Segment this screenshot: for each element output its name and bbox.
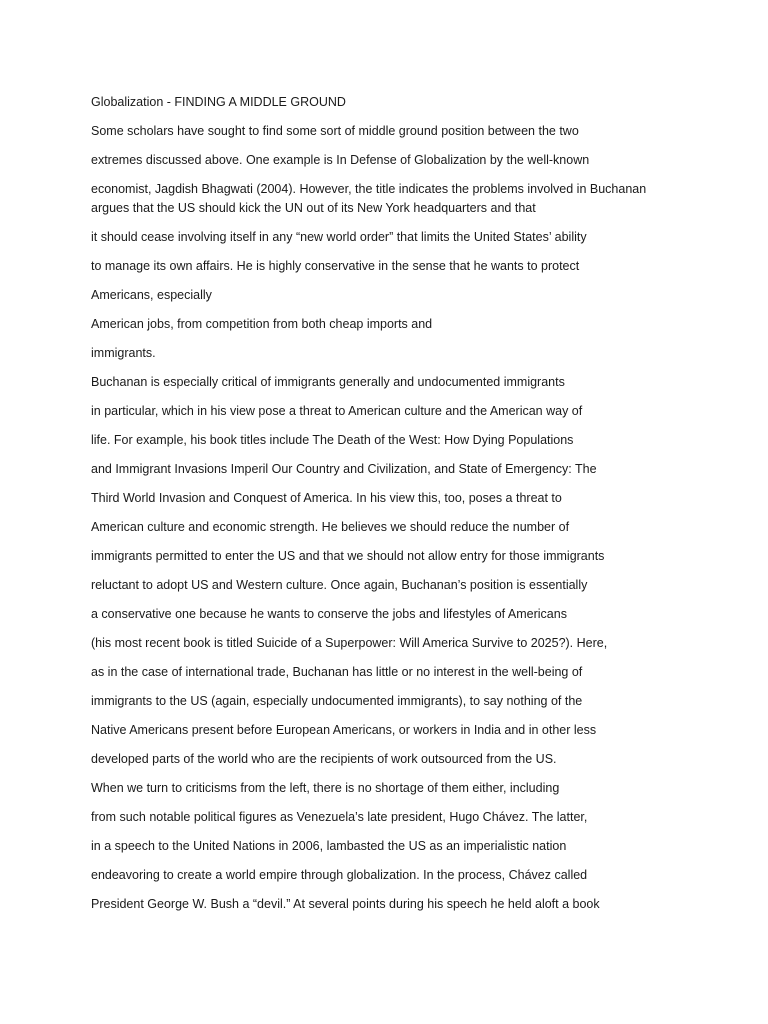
text-line: Americans, especially [91, 288, 212, 302]
text-line: endeavoring to create a world empire through globalization. In the process, Chávez called [91, 868, 588, 882]
document-heading: Globalization - FINDING A MIDDLE GROUND [91, 95, 346, 109]
text-line: in particular, which in his view pose a threat to American culture and the American way of [91, 404, 583, 418]
text-line: to manage its own affairs. He is highly conservative in the sense that he wants to protect [91, 259, 580, 273]
text-line: from such notable political figures as Venezuela’s late president, Hugo Chávez. The latter, [91, 810, 588, 824]
text-line: as in the case of international trade, Buchanan has little or no interest in the well-being of [91, 665, 583, 679]
text-line: reluctant to adopt US and Western culture. Once again, Buchanan’s position is essentially [91, 578, 588, 592]
text-line: (his most recent book is titled Suicide of a Superpower: Will America Survive to 2025?). Here, [91, 636, 608, 650]
text-line: in a speech to the United Nations in 2006, lambasted the US as an imperialistic nation [91, 839, 567, 853]
text-line: President George W. Bush a “devil.” At several points during his speech he held aloft a book [91, 897, 600, 911]
text-line: developed parts of the world who are the recipients of work outsourced from the US. [91, 752, 557, 766]
text-line: Buchanan is especially critical of immigrants generally and undocumented immigrants [91, 375, 565, 389]
text-line: Third World Invasion and Conquest of America. In his view this, too, poses a threat to [91, 491, 562, 505]
text-line: American jobs, from competition from both cheap imports and [91, 317, 433, 331]
text-line: Some scholars have sought to find some sort of middle ground position between the two [91, 124, 579, 138]
text-line: and Immigrant Invasions Imperil Our Country and Civilization, and State of Emergency: The [91, 462, 597, 476]
text-line: immigrants to the US (again, especially undocumented immigrants), to say nothing of the [91, 694, 583, 708]
text-line: economist, Jagdish Bhagwati (2004). However, the title indicates the problems involved in Buchanan [91, 182, 647, 196]
text-line: a conservative one because he wants to conserve the jobs and lifestyles of Americans [91, 607, 567, 621]
text-line: extremes discussed above. One example is In Defense of Globalization by the well-known [91, 153, 590, 167]
text-line: life. For example, his book titles include The Death of the West: How Dying Populations [91, 433, 574, 447]
text-line: immigrants permitted to enter the US and that we should not allow entry for those immigrants [91, 549, 605, 563]
text-line: immigrants. [91, 346, 156, 360]
text-line: it should cease involving itself in any “new world order” that limits the United States’ ability [91, 230, 587, 244]
text-line: Native Americans present before European Americans, or workers in India and in other less [91, 723, 597, 737]
text-line: When we turn to criticisms from the left, there is no shortage of them either, including [91, 781, 560, 795]
text-line: American culture and economic strength. He believes we should reduce the number of [91, 520, 570, 534]
text-line: argues that the US should kick the UN out of its New York headquarters and that [91, 201, 536, 215]
